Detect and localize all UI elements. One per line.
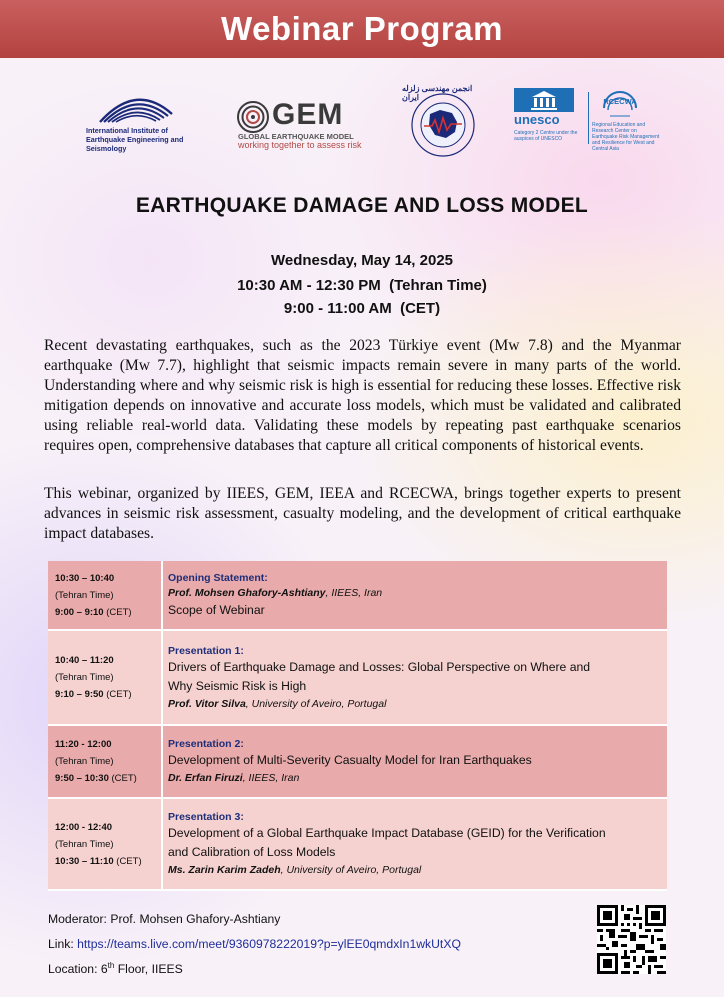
time-cell — [48, 561, 163, 629]
tehran-time: 10:30 – 10:40 — [55, 572, 115, 584]
session-title: Scope of Webinar — [168, 602, 265, 617]
iiees-name-line2: Earthquake Engineering and Seismology — [86, 135, 184, 153]
tehran-time-label: (Tehran Time) — [55, 838, 114, 850]
ieea-persian-name: انجمن مهندسی زلزله ایران — [402, 84, 473, 102]
cet-time: 9:00 – 9:10 — [55, 606, 104, 618]
location-ordinal: th — [107, 961, 115, 970]
session-title-line2: Why Seismic Risk is High — [168, 678, 307, 693]
event-title: EARTHQUAKE DAMAGE AND LOSS MODEL — [135, 194, 589, 217]
qr-code-icon[interactable] — [597, 905, 666, 974]
tehran-time: 12:00 - 12:40 — [55, 821, 113, 833]
session-title-line2: and Calibration of Loss Models — [168, 845, 336, 859]
header-banner — [0, 0, 724, 58]
cet-time: 9:50 – 10:30 — [55, 773, 109, 784]
speaker-name: Dr. Erfan Firuzi — [168, 772, 243, 784]
event-time-cet: 9:00 - 11:00 AM (CET) — [283, 300, 441, 317]
event-time-tehran: 10:30 AM - 12:30 PM (Tehran Time) — [237, 277, 487, 294]
rcecwa-subtitle: Regional Education and Research Center on Earthquake Risk Management and Resilience for West and Central Asia — [592, 122, 660, 152]
session-label: Presentation 1: — [168, 644, 244, 657]
session-cell — [163, 631, 667, 724]
gem-ring-icon — [236, 100, 270, 134]
unesco-logo — [514, 88, 584, 150]
speaker-name: Prof. Mohsen Ghafory-Ashtiany — [168, 586, 326, 599]
gem-subtitle: GLOBAL EARTHQUAKE MODEL — [238, 132, 354, 141]
link-line — [48, 937, 461, 951]
link-label: Link: — [48, 937, 78, 951]
time-cell — [48, 726, 163, 797]
time-cell — [48, 799, 163, 889]
page-title: Webinar Program — [221, 10, 503, 47]
cet-time: 9:10 – 9:50 — [55, 689, 104, 700]
table-row — [48, 726, 667, 799]
session-cell — [163, 726, 667, 797]
unesco-wordmark: unesco — [514, 112, 560, 127]
session-title-line1: Development of a Global Earthquake Impact Database (GEID) for the Verification — [168, 826, 606, 840]
location-suffix: Floor, IIEES — [114, 962, 183, 977]
gem-tagline: working together to assess risk — [238, 140, 362, 150]
tehran-time-label: (Tehran Time) — [55, 672, 114, 683]
table-row — [48, 799, 667, 891]
location-prefix: Location: 6 — [48, 962, 108, 977]
ieea-logo — [398, 82, 482, 158]
moderator-line: Moderator: Prof. Mohsen Ghafory-Ashtiany — [48, 912, 281, 926]
gem-wordmark: GEM — [272, 98, 344, 131]
event-date: Wednesday, May 14, 2025 — [270, 252, 454, 269]
cet-time-label: (CET) — [106, 689, 132, 700]
unesco-subtitle: Category 2 Centre under the auspices of UNESCO — [514, 130, 578, 142]
logo-divider — [588, 92, 589, 144]
speaker-name: Prof. Vitor Silva — [168, 697, 246, 710]
location-line — [48, 961, 183, 976]
rcecwa-logo — [592, 86, 662, 152]
cet-time-label: (CET) — [111, 773, 137, 784]
session-title-line1: Drivers of Earthquake Damage and Losses: Global Perspective on Where and — [168, 659, 591, 674]
session-title: Development of Multi-Severity Casualty Model for Iran Earthquakes — [168, 753, 532, 767]
unesco-temple-icon — [514, 88, 574, 112]
tehran-time-label: (Tehran Time) — [55, 756, 114, 767]
table-row — [48, 631, 667, 726]
rcecwa-emblem-icon — [600, 86, 640, 122]
session-label: Opening Statement: — [168, 571, 268, 584]
about-paragraph: This webinar, organized by IIEES, GEM, IEEA and RCECWA, brings together experts to present advances in seismic risk assessment, casualty modeling, and the development of critical earthquake impact databases. — [44, 485, 681, 542]
seismic-wave-icon — [96, 88, 176, 126]
speaker-affiliation: , IIEES, Iran — [325, 586, 383, 599]
speaker-affiliation: , University of Aveiro, Portugal — [280, 864, 422, 876]
tehran-time: 11:20 - 12:00 — [55, 739, 112, 750]
schedule-table — [48, 561, 667, 891]
session-cell — [163, 561, 667, 629]
intro-paragraph: Recent devastating earthquakes, such as the 2023 Türkiye event (Mw 7.8) and the Myanmar earthquake (Mw 7.7), highlight that seismic impacts remain severe in many parts of the world. Understanding where and why seismic risk is high is essential for reducing these losses. Effective risk mitigation depends on innovative and accurate loss models, which must be validated and calibrated using reliable real-world data. Validating these models by repeating past earthquake scenarios requires open, comprehensive databases that capture all critical components of historical events. — [44, 337, 681, 454]
teams-meeting-link[interactable]: https://teams.live.com/meet/9360978222019?p=ylEE0qmdxIn1wkUtXQ — [77, 937, 461, 951]
session-label: Presentation 3: — [168, 811, 244, 823]
iiees-name-line1: International Institute of — [86, 126, 168, 135]
session-cell — [163, 799, 667, 889]
tehran-time: 10:40 – 11:20 — [55, 655, 114, 666]
gem-logo — [236, 100, 366, 152]
speaker-name: Ms. Zarin Karim Zadeh — [168, 864, 281, 876]
tehran-time-label: (Tehran Time) — [55, 589, 114, 601]
cet-time-label: (CET) — [116, 855, 142, 867]
iiees-logo — [86, 88, 216, 153]
cet-time-label: (CET) — [106, 606, 132, 618]
rcecwa-wordmark: RCECWA — [603, 97, 637, 106]
cet-time: 10:30 – 11:10 — [55, 855, 114, 867]
time-cell — [48, 631, 163, 724]
table-row — [48, 561, 667, 631]
session-label: Presentation 2: — [168, 738, 244, 750]
speaker-affiliation: , IIEES, Iran — [242, 772, 300, 784]
speaker-affiliation: , University of Aveiro, Portugal — [245, 697, 387, 710]
